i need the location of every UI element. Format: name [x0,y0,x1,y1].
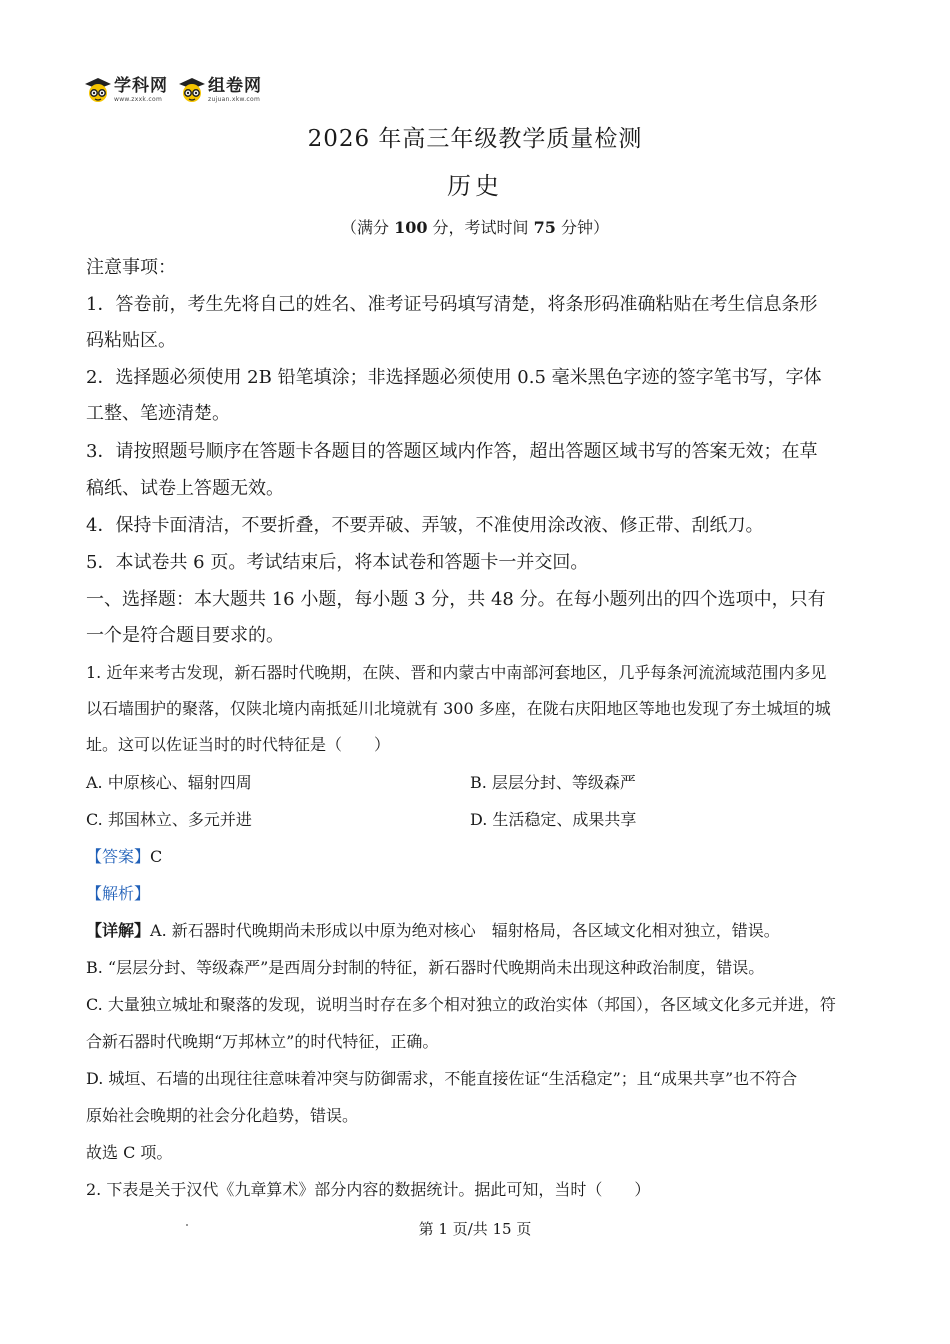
detail-text: A. 新石器时代晚期尚未形成以中原为绝对核心 辐射格局，各区域文化相对独立，错误。 [150,921,780,940]
section-heading: 一个是符合题目要求的。 [86,625,284,646]
logo-url: www.zxxk.com [114,96,163,103]
page-number: 第 1 页/共 15 页 [418,1220,532,1238]
logo-bar [84,76,262,104]
detail-line [86,919,780,943]
detail-line: 原始社会晚期的社会分化趋势，错误。 [86,1106,359,1125]
notice-line: 4．保持卡面清洁，不要折叠，不要弄破、弄皱，不准使用涂改液、修正带、刮纸刀。 [86,515,764,536]
xuekewang-logo[interactable] [84,76,168,104]
detail-line: C. 大量独立城址和聚落的发现，说明当时存在多个相对独立的政治实体（邦国），各区域文化多元并进，符 [86,995,836,1014]
notice-line: 3．请按照题号顺序在答题卡各题目的答题区域内作答，超出答题区域书写的答案无效；在草 [86,441,818,462]
question-stem: 址。这可以佐证当时的时代特征是（ ） [86,735,391,754]
notice-line: 5．本试卷共 6 页。考试结束后，将本试卷和答题卡一并交回。 [86,552,589,573]
exam-info-middle: 分，考试时间 [427,218,534,237]
option-a: A. 中原核心、辐射四周 [86,773,252,792]
detail-line: B. “层层分封、等级森严”是西周分封制的特征，新石器时代晚期尚未出现这种政治制度，错误。 [86,958,765,977]
exam-info-suffix: 分钟） [555,218,610,237]
answer-value: C [150,847,163,866]
answer-line [86,845,162,869]
exam-title: 2026 年高三年级教学质量检测 [307,126,643,152]
detail-line: D. 城垣、石墙的出现往往意味着冲突与防御需求，不能直接佐证“生活稳定”；且“成果共享”也不符合 [86,1069,798,1088]
question-stem: 1. 近年来考古发现，新石器时代晚期，在陕、晋和内蒙古中南部河套地区，几乎每条河流流域范围内多见 [86,663,827,682]
option-b: B. 层层分封、等级森严 [470,773,636,792]
zujuanwang-logo[interactable] [178,76,262,104]
exam-info-score: 100 [394,218,428,237]
logo-url: zujuan.xkw.com [208,96,261,103]
notice-line: 稿纸、试卷上答题无效。 [86,478,284,499]
notice-line: 工整、笔迹清楚。 [86,403,230,424]
section-heading: 一、选择题：本大题共 16 小题，每小题 3 分，共 48 分。在每小题列出的四个选项中，只有 [86,589,826,610]
logo-name: 学科网 [114,76,168,96]
option-d: D. 生活稳定、成果共享 [470,810,637,829]
graduation-cap-icon [178,76,206,104]
analysis-label: 【解析】 [86,884,151,903]
question-stem: 2. 下表是关于汉代《九章算术》部分内容的数据统计。据此可知，当时（ ） [86,1180,651,1199]
exam-info-prefix: （满分 [340,218,395,237]
question-stem: 以石墙围护的聚落，仅陕北境内南抵延川北境就有 300 多座，在陇右庆阳地区等地也发现了夯土城垣的城 [86,699,831,718]
detail-label: 【详解】 [86,921,151,940]
notice-heading: 注意事项： [86,257,176,278]
exam-info-minutes: 75 [533,218,556,237]
notice-line: 1．答卷前，考生先将自己的姓名、准考证号码填写清楚，将条形码准确粘贴在考生信息条形 [86,294,818,315]
detail-line: 故选 C 项。 [86,1143,173,1162]
notice-line: 码粘贴区。 [86,330,176,351]
exam-info [0,215,950,241]
option-c: C. 邦国林立、多元并进 [86,810,252,829]
subject-title: 历史 [447,172,503,200]
graduation-cap-icon [84,76,112,104]
notice-line: 2．选择题必须使用 2B 铅笔填涂；非选择题必须使用 0.5 毫米黑色字迹的签字笔书写，字体 [86,367,822,388]
logo-name: 组卷网 [208,76,262,96]
answer-label: 【答案】 [86,847,151,866]
detail-line: 合新石器时代晚期“万邦林立”的时代特征，正确。 [86,1032,439,1051]
